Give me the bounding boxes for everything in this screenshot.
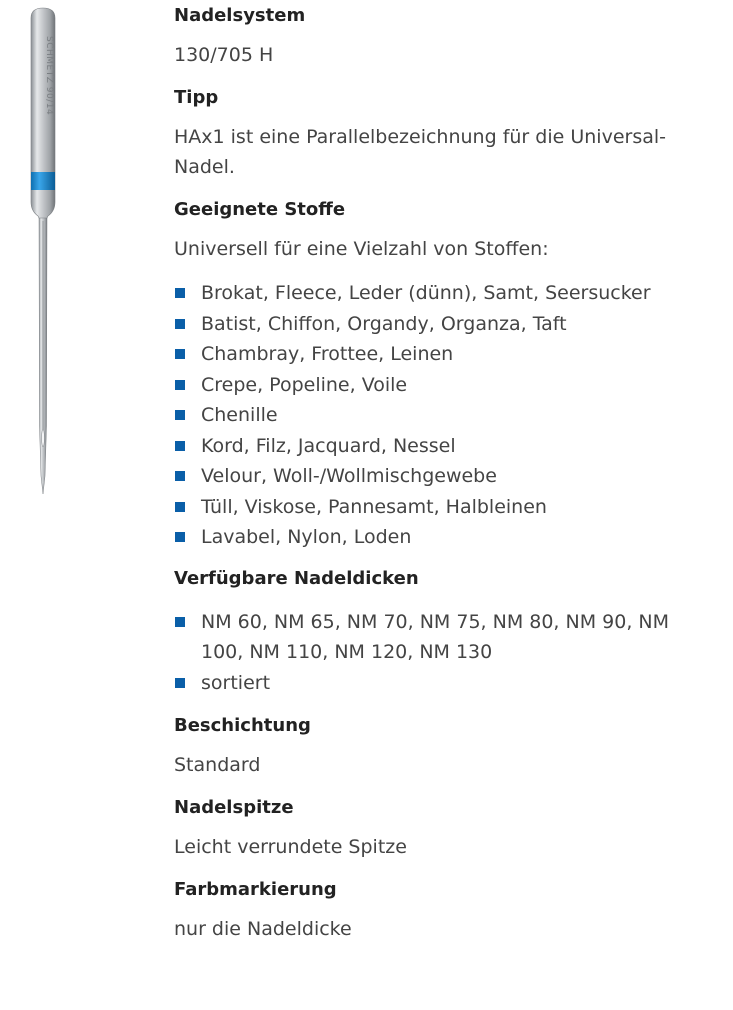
heading-nadelsystem: Nadelsystem	[174, 5, 306, 26]
square-bullet-icon	[175, 532, 185, 542]
heading-spitze: Nadelspitze	[174, 797, 294, 818]
product-details	[174, 4, 714, 944]
square-bullet-icon	[175, 349, 185, 359]
text-nadelsystem: 130/705 H	[174, 44, 274, 66]
square-bullet-icon	[175, 288, 185, 298]
square-bullet-icon	[175, 319, 185, 329]
list-item: NM 60, NM 65, NM 70, NM 75, NM 80, NM 90, NM 100, NM 110, NM 120, NM 130	[174, 607, 714, 668]
list-item: Tüll, Viskose, Pannesamt, Halbleinen	[174, 492, 714, 523]
list-item: Batist, Chiffon, Organdy, Organza, Taft	[174, 309, 714, 340]
square-bullet-icon	[175, 410, 185, 420]
list-item: Chenille	[174, 400, 714, 431]
heading-stoffe: Geeignete Stoffe	[174, 199, 346, 220]
square-bullet-icon	[175, 380, 185, 390]
list-item: Lavabel, Nylon, Loden	[174, 522, 714, 553]
text-spitze: Leicht verrundete Spitze	[174, 836, 407, 858]
text-beschichtung: Standard	[174, 754, 261, 776]
list-item: sortiert	[174, 668, 714, 699]
list-item: Kord, Filz, Jacquard, Nessel	[174, 431, 714, 462]
list-item: Crepe, Popeline, Voile	[174, 370, 714, 401]
square-bullet-icon	[175, 471, 185, 481]
list-item: Velour, Woll-/Wollmischgewebe	[174, 461, 714, 492]
text-stoffe-intro: Universell für eine Vielzahl von Stoffen:	[174, 238, 549, 260]
square-bullet-icon	[175, 617, 185, 627]
text-tipp: HAx1 ist eine Parallelbezeichnung für die Universal-Nadel.	[174, 126, 666, 178]
stoffe-list	[174, 278, 714, 553]
needle-engraving: SCHMETZ 90/14	[44, 36, 54, 116]
list-item: Brokat, Fleece, Leder (dünn), Samt, Seersucker	[174, 278, 714, 309]
needle-image	[28, 6, 58, 496]
square-bullet-icon	[175, 441, 185, 451]
heading-dicken: Verfügbare Nadeldicken	[174, 567, 419, 589]
heading-farbe: Farbmarkierung	[174, 879, 337, 900]
text-farbe: nur die Nadeldicke	[174, 918, 352, 940]
dicken-list	[174, 607, 714, 699]
list-item: Chambray, Frottee, Leinen	[174, 339, 714, 370]
square-bullet-icon	[175, 678, 185, 688]
square-bullet-icon	[175, 502, 185, 512]
heading-beschichtung: Beschichtung	[174, 715, 311, 736]
heading-tipp: Tipp	[174, 87, 219, 108]
